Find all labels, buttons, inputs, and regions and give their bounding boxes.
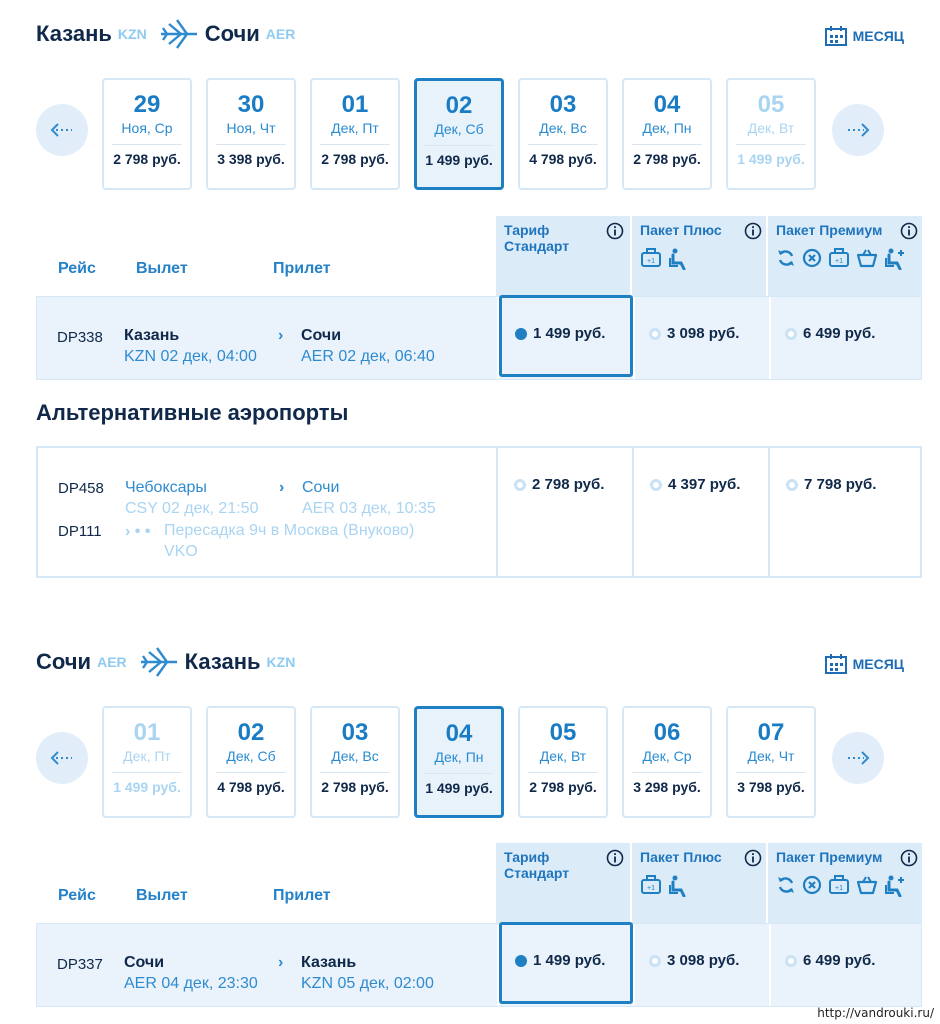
flight-number: DP337 [57, 956, 103, 973]
seat-plus-icon [884, 875, 906, 897]
date-price: 2 798 руб. [113, 151, 181, 167]
price-premium-option[interactable] [786, 476, 876, 493]
from-city: Казань [36, 21, 112, 46]
date-price: 1 499 руб. [425, 152, 493, 168]
column-arrival: Прилет [273, 260, 331, 277]
from-code: AER [97, 654, 127, 670]
date-day: 04 [445, 720, 473, 747]
exchange-icon [776, 875, 796, 895]
seat-icon [668, 875, 688, 897]
date-price: 3 798 руб. [737, 779, 805, 795]
date-day: 02 [237, 719, 265, 746]
radio-unselected [785, 328, 797, 340]
departure-info: AER 04 дек, 23:30 [124, 975, 258, 992]
price-plus-option[interactable] [649, 952, 739, 969]
flight-row-return[interactable] [36, 923, 922, 1007]
date-card[interactable] [102, 706, 192, 818]
date-day: 03 [549, 91, 577, 118]
to-city: Казань [184, 649, 261, 674]
radio-unselected [649, 328, 661, 340]
column-arrival: Прилет [273, 887, 331, 904]
arrival-info: AER 02 дек, 06:40 [301, 348, 435, 365]
calendar-icon [825, 654, 847, 674]
price-plus-option[interactable] [650, 476, 740, 493]
date-day: 03 [341, 719, 369, 746]
date-card[interactable] [726, 706, 816, 818]
month-label: МЕСЯЦ [852, 656, 904, 672]
transfer-info: Пересадка 9ч в Москва (Внуково) [164, 522, 415, 539]
date-weekday: Ноя, Чт [226, 120, 276, 136]
column-flight: Рейс [58, 887, 96, 904]
date-price: 1 499 руб. [737, 151, 805, 167]
date-price: 2 798 руб. [529, 779, 597, 795]
date-card[interactable] [622, 706, 712, 818]
date-card-selected[interactable] [414, 78, 504, 190]
tariff-premium-label: Пакет Премиум [776, 849, 883, 865]
date-card[interactable] [518, 706, 608, 818]
departure-info: CSY 02 дек, 21:50 [125, 500, 259, 517]
departure-city: Казань [124, 327, 180, 344]
calendar-icon [825, 26, 847, 46]
date-day: 05 [757, 91, 785, 118]
arrival-info: KZN 05 дек, 02:00 [301, 975, 434, 992]
arrival-city: Сочи [301, 327, 342, 344]
shopping-basket-icon [856, 248, 878, 268]
refund-icon [802, 248, 822, 268]
alternative-airports-title: Альтернативные аэропорты [36, 400, 349, 425]
prev-dates-button[interactable] [36, 104, 88, 156]
date-weekday: Ноя, Ср [121, 120, 173, 136]
route-header-return [36, 646, 301, 678]
price-plus: 3 098 руб. [667, 325, 740, 342]
flight-row-outbound[interactable] [36, 296, 922, 380]
column-departure: Вылет [136, 260, 188, 277]
tariff-plus-header [632, 843, 766, 923]
exchange-icon [776, 248, 796, 268]
date-weekday: Дек, Вс [539, 120, 587, 136]
watermark-url: http://vandrouki.ru/ [817, 1006, 934, 1020]
date-card[interactable] [622, 78, 712, 190]
chevron-right-icon: › [279, 479, 285, 496]
arrow-left-icon [50, 751, 74, 765]
arrival-city: Сочи [302, 479, 340, 496]
radio-selected [515, 328, 527, 340]
refund-icon [802, 875, 822, 895]
info-icon[interactable] [900, 222, 918, 240]
table-header-outbound [36, 216, 922, 296]
radio-unselected [649, 955, 661, 967]
date-price: 2 798 руб. [321, 779, 389, 795]
price-standard-option[interactable] [515, 952, 605, 969]
date-price: 4 798 руб. [217, 779, 285, 795]
info-icon[interactable] [744, 849, 762, 867]
price-plus-option[interactable] [649, 325, 739, 342]
flight-number: DP458 [58, 480, 104, 497]
table-header-return [36, 843, 922, 923]
plane-icon [159, 18, 199, 50]
date-weekday: Дек, Пт [123, 748, 171, 764]
extra-baggage-icon [640, 248, 662, 268]
column-flight: Рейс [58, 260, 96, 277]
date-strip-outbound [36, 78, 904, 190]
transfer-icon: › • • [125, 523, 151, 540]
date-day: 01 [133, 719, 161, 746]
to-code: KZN [266, 654, 296, 670]
departure-info: KZN 02 дек, 04:00 [124, 348, 257, 365]
info-icon[interactable] [744, 222, 762, 240]
arrow-right-icon [846, 751, 870, 765]
seat-plus-icon [884, 248, 906, 270]
flight-number: DP338 [57, 329, 103, 346]
date-price: 2 798 руб. [321, 151, 389, 167]
radio-unselected [785, 955, 797, 967]
date-card[interactable] [206, 78, 296, 190]
month-view-button[interactable] [825, 654, 904, 674]
seat-icon [668, 248, 688, 270]
date-card[interactable] [102, 78, 192, 190]
tariff-standard-label: Тариф Стандарт [504, 222, 570, 254]
tariff-premium-label: Пакет Премиум [776, 222, 883, 238]
svg-text:+1: +1 [647, 258, 655, 265]
date-weekday: Дек, Сб [226, 748, 276, 764]
date-weekday: Дек, Пн [642, 120, 692, 136]
date-day: 04 [653, 91, 681, 118]
radio-unselected [786, 479, 798, 491]
date-weekday: Дек, Ср [642, 748, 692, 764]
to-code: AER [265, 26, 296, 42]
date-price: 4 798 руб. [529, 151, 597, 167]
price-standard-option[interactable] [515, 325, 605, 342]
extra-baggage-icon [828, 248, 850, 268]
extra-baggage-icon [640, 875, 662, 895]
price-standard: 1 499 руб. [533, 952, 606, 969]
price-plus: 3 098 руб. [667, 952, 740, 969]
date-card[interactable] [310, 78, 400, 190]
date-weekday: Дек, Пн [434, 749, 484, 765]
price-premium-option[interactable] [785, 325, 875, 342]
date-price: 3 298 руб. [633, 779, 701, 795]
price-standard: 1 499 руб. [533, 325, 606, 342]
month-view-button[interactable] [825, 26, 904, 46]
tariff-plus-label: Пакет Плюс [640, 222, 722, 238]
date-card-selected[interactable] [414, 706, 504, 818]
route-header-outbound [36, 18, 301, 50]
arrow-right-icon [846, 123, 870, 137]
date-day: 29 [133, 91, 161, 118]
date-weekday: Дек, Вт [539, 748, 587, 764]
price-plus: 4 397 руб. [668, 476, 741, 493]
radio-selected [515, 955, 527, 967]
price-premium: 6 499 руб. [803, 325, 876, 342]
tariff-plus-header [632, 216, 766, 296]
date-weekday: Дек, Пт [331, 120, 379, 136]
chevron-right-icon: › [278, 954, 284, 971]
tariff-plus-label: Пакет Плюс [640, 849, 722, 865]
arrival-city: Казань [301, 954, 357, 971]
date-card[interactable] [518, 78, 608, 190]
from-city: Сочи [36, 649, 92, 674]
date-weekday: Дек, Сб [434, 121, 484, 137]
chevron-right-icon: › [278, 327, 284, 344]
date-card[interactable] [726, 78, 816, 190]
to-city: Сочи [204, 21, 260, 46]
info-icon[interactable] [606, 849, 624, 867]
radio-unselected [650, 479, 662, 491]
date-card[interactable] [206, 706, 296, 818]
column-departure: Вылет [136, 887, 188, 904]
info-icon[interactable] [900, 849, 918, 867]
departure-city: Сочи [124, 954, 165, 971]
month-label: МЕСЯЦ [852, 28, 904, 44]
extra-baggage-icon [828, 875, 850, 895]
info-icon[interactable] [606, 222, 624, 240]
date-weekday: Дек, Вс [331, 748, 379, 764]
prev-dates-button[interactable] [36, 732, 88, 784]
tariff-standard-label: Тариф Стандарт [504, 849, 570, 881]
price-premium: 7 798 руб. [804, 476, 877, 493]
price-standard: 2 798 руб. [532, 476, 605, 493]
radio-unselected [514, 479, 526, 491]
tariff-standard-header [496, 216, 630, 296]
transfer-code: VKO [164, 543, 198, 560]
tariff-standard-header [496, 843, 630, 923]
date-price: 1 499 руб. [425, 780, 493, 796]
price-premium: 6 499 руб. [803, 952, 876, 969]
date-price: 3 398 руб. [217, 151, 285, 167]
date-price: 1 499 руб. [113, 779, 181, 795]
svg-text:+1: +1 [835, 258, 843, 265]
shopping-basket-icon [856, 875, 878, 895]
date-weekday: Дек, Вт [747, 120, 795, 136]
next-dates-button[interactable] [832, 104, 884, 156]
svg-text:+1: +1 [647, 885, 655, 892]
date-day: 06 [653, 719, 681, 746]
price-premium-option[interactable] [785, 952, 875, 969]
from-code: KZN [117, 26, 147, 42]
date-weekday: Дек, Чт [747, 748, 795, 764]
flight-number: DP111 [58, 523, 102, 540]
date-day: 02 [445, 92, 473, 119]
price-standard-option[interactable] [514, 476, 604, 493]
date-price: 2 798 руб. [633, 151, 701, 167]
next-dates-button[interactable] [832, 732, 884, 784]
date-day: 01 [341, 91, 369, 118]
date-day: 30 [237, 91, 265, 118]
departure-city: Чебоксары [125, 479, 207, 496]
tariff-premium-header [768, 216, 922, 296]
date-day: 05 [549, 719, 577, 746]
plane-icon [139, 646, 179, 678]
date-card[interactable] [310, 706, 400, 818]
svg-text:+1: +1 [835, 885, 843, 892]
tariff-premium-header [768, 843, 922, 923]
arrival-info: AER 03 дек, 10:35 [302, 500, 436, 517]
date-day: 07 [757, 719, 785, 746]
alternative-flight-card[interactable] [36, 446, 922, 578]
date-strip-return [36, 706, 904, 818]
arrow-left-icon [50, 123, 74, 137]
